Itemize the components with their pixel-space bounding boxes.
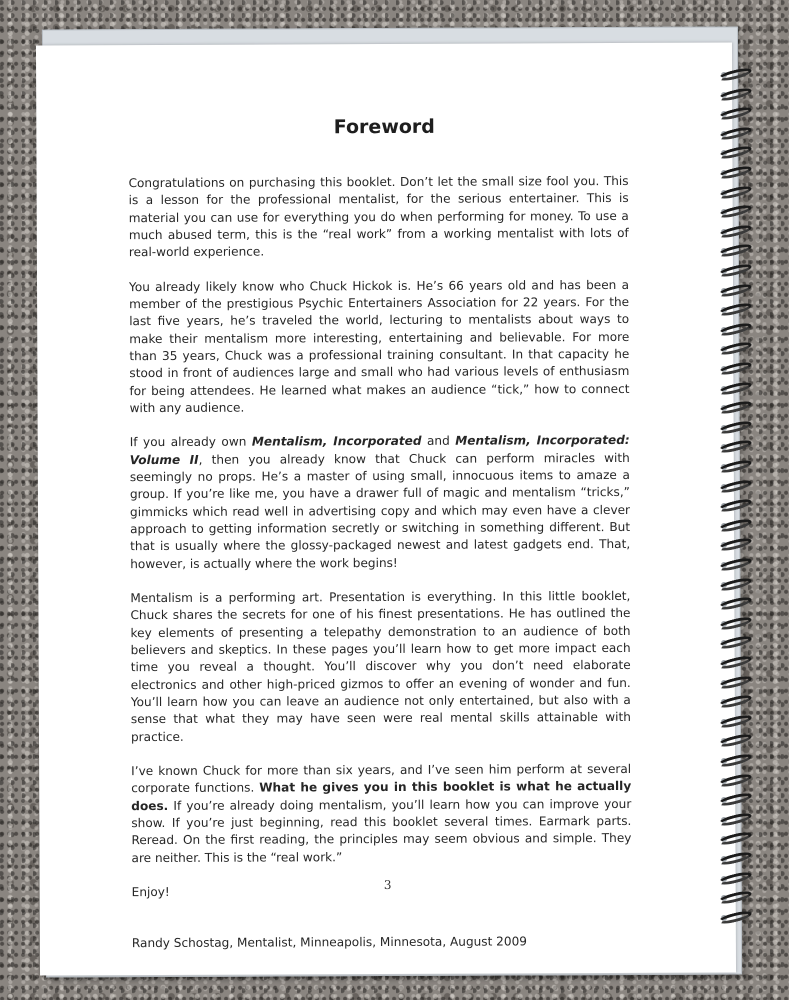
spiral-coil-loop [717,909,752,926]
spiral-coil-loop [717,654,752,671]
spiral-binding [718,70,764,950]
spiral-coil-loop [717,438,752,455]
spiral-coil-loop [717,615,752,632]
spiral-coil-loop [717,242,752,259]
paragraph-congratulations: Congratulations on purchasing this booklet. Don’t let the small size fool you. This is a lesson for the professional mentalist, for the serious entertainer. This is material you can use for everything you do when performing for money. To use a much abused term, this is the “real work” from a working mentalist with lots of real-world experience. [128,173,629,260]
enjoy-line: Enjoy! [131,885,170,900]
spiral-coil-loop [717,86,752,103]
book-title-mentalism-incorporated: Mentalism, Incorporated [251,434,422,450]
spiral-coil-loop [717,144,752,161]
spiral-coil-loop [717,595,752,612]
paragraph-text: I’ve known Chuck for more than six years, and I’ve seen him perform at several corporate functions. [131,762,632,796]
spiral-coil-loop [717,164,752,181]
spiral-coil-loop [717,850,752,867]
book-title-volume-ii: Mentalism, Incorporated: Volume II [129,433,630,467]
spiral-coil-loop [717,458,752,475]
spiral-coil-loop [717,556,752,573]
spiral-coil-loop [717,693,752,710]
spiral-coil-loop [717,125,752,142]
spiral-coil-loop [717,105,752,122]
page-number: 3 [383,877,392,893]
spiral-coil-loop [717,419,752,436]
spiral-coil-loop [717,340,752,357]
paragraph-mentalism-incorporated [130,432,631,573]
spiral-coil-loop [717,203,752,220]
paragraph-text: If you’re already doing mentalism, you’ll learn how you can improve your show. If you’re just beginning, read this booklet several times. Earmark parts. Reread. On the first reading, the principles may seem obvious and simple. They are neither. This is the “real work.” [131,796,632,865]
spiral-coil-loop [717,830,752,847]
spiral-coil-loop [717,321,752,338]
paragraph-text: and [421,434,456,449]
spiral-coil-loop [717,536,752,553]
spiral-coil-loop [717,791,752,808]
spiral-coil-loop [717,752,752,769]
spiral-coil-loop [717,870,752,887]
spiral-coil-loop [717,634,752,651]
spiral-coil-loop [717,811,752,828]
paragraph-text: , then you already know that Chuck can perform miracles with seemingly no props. He’s a master of using small, innocuous items to amaze a group. If you’re like me, you have a drawer full of magic and mentalism “tricks,” gimmicks which read well in advertising copy and which may even have a clever approach to getting information secretly or switching in something different. But that is usually where the glossy-packaged newest and latest gadgets end. That, however, is actually where the work begins! [129,450,631,571]
spiral-coil-loop [717,184,752,201]
paragraph-about-chuck: You already likely know who Chuck Hickok is. He’s 66 years old and has been a member of the prestigious Psychic Entertainers Association for 22 years. For the last five years, he’s traveled the world, lecturing to mentalists about ways to make their mentalism more interesting, entertaining and believable. For more than 35 years, Chuck was a professional training consultant. In that capacity he stood in front of audiences large and small who had various levels of enthusiasm for being attendees. He learned what makes an audience “tick,” how to connect with any audience. [128,277,630,415]
spiral-coil-loop [717,517,752,534]
spiral-coil-loop [717,732,752,749]
spiral-coil-loop [717,360,752,377]
paragraph-text: If you already own [129,435,252,450]
spiral-coil-loop [717,301,752,318]
spiral-coil-loop [717,497,752,514]
paragraph-performing-art: Mentalism is a performing art. Presentation is everything. In this little booklet, Chuck shares the secrets for one of his finest presentations. He has outlined the key elements of presenting a telepathy demonstration to an audience of both believers and skeptics. In these pages you’ll learn how to get more impact each time you reveal a thought. You’ll discover why you don’t need elaborate electronics and other high-priced gizmos to offer an evening of wonder and fun. You’ll learn how you can leave an audience not only entertained, but also with a sense that what they may have seen were real mental skills attainable with practice. [130,589,631,744]
spiral-coil-loop [717,380,752,397]
spiral-coil-loop [717,576,752,593]
spiral-coil-loop [717,889,752,906]
signature-line: Randy Schostag, Mentalist, Minneapolis, Minnesota, August 2009 [131,934,527,951]
spiral-coil-loop [717,223,752,240]
spiral-coil-loop [717,399,752,416]
page-title: Foreword [333,115,435,139]
spiral-coil-loop [717,772,752,789]
spiral-coil-loop [717,478,752,495]
spiral-coil-loop [717,713,752,730]
bold-statement: What he gives you in this booklet is what he actually does. [131,779,632,813]
paragraph-known-chuck [131,761,631,867]
spiral-coil-loop [717,262,752,279]
booklet-page [36,42,736,975]
spiral-coil-loop [717,674,752,691]
spiral-coil-loop [717,282,752,299]
foreword-body [129,173,632,970]
